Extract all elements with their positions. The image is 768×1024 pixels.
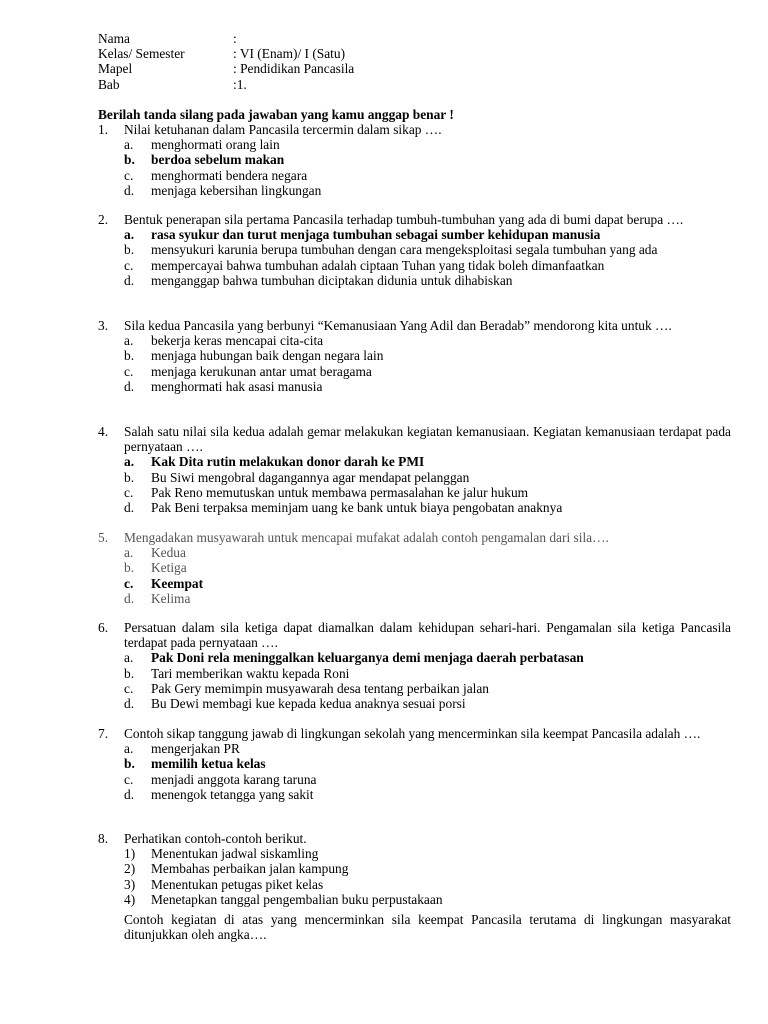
option-c (98, 772, 731, 787)
question-6 (98, 620, 731, 711)
option-letter: b. (124, 152, 135, 168)
question-number: 7. (98, 726, 109, 741)
option-letter: b. (124, 665, 135, 681)
question-5 (98, 530, 731, 606)
option-text: menjaga hubungan baik dengan negara lain (151, 348, 384, 364)
option-letter: d. (124, 272, 135, 288)
option-letter: c. (124, 363, 134, 379)
item-number: 1) (124, 846, 136, 862)
header-label: Bab (98, 76, 120, 92)
option-letter: d. (124, 696, 135, 712)
item-number: 4) (124, 891, 136, 907)
option-c (98, 576, 731, 591)
question-text: Sila kedua Pancasila yang berbunyi “Kemanusiaan Yang Adil dan Beradab” mendorong kita untuk …. (124, 318, 672, 333)
item-text: Menetapkan tanggal pengembalian buku perpustakaan (151, 891, 443, 907)
option-letter: c. (124, 484, 134, 500)
question-text: Mengadakan musyawarah untuk mencapai mufakat adalah contoh pengamalan dari sila…. (124, 530, 609, 545)
header-value: : VI (Enam)/ I (Satu) (233, 46, 346, 62)
question-stem (98, 530, 731, 545)
option-text: Tari memberikan waktu kepada Roni (151, 665, 350, 681)
question-text: Perhatikan contoh-contoh berikut. (124, 831, 307, 846)
question-stem (98, 424, 731, 454)
option-d (98, 273, 731, 288)
option-b (98, 470, 731, 485)
list-item-2 (98, 861, 731, 876)
question-number: 8. (98, 831, 109, 846)
option-text: Pak Beni terpaksa meminjam uang ke bank untuk biaya pengobatan anaknya (151, 500, 563, 516)
question-4 (98, 424, 731, 515)
option-text: mengerjakan PR (151, 741, 240, 757)
option-b (98, 756, 731, 771)
list-item-3 (98, 877, 731, 892)
option-d (98, 787, 731, 802)
option-text: bekerja keras mencapai cita-cita (151, 333, 324, 349)
question-text: Persatuan dalam sila ketiga dapat diamalkan dalam kehidupan sehari-hari. Pengamalan sila ketiga Pancasila terdapat pada pernyataan …. (124, 620, 731, 651)
header-value: : Pendidikan Pancasila (233, 61, 355, 77)
option-b (98, 242, 731, 257)
item-text: Menentukan jadwal siskamling (151, 846, 319, 862)
option-b (98, 666, 731, 681)
question-text: Nilai ketuhanan dalam Pancasila tercermin dalam sikap …. (124, 122, 442, 137)
header-label: Nama (98, 31, 130, 46)
item-number: 2) (124, 861, 136, 877)
option-text: Kelima (151, 590, 191, 606)
header-value: : (233, 31, 237, 46)
option-b (98, 152, 731, 167)
option-letter: c. (124, 575, 134, 591)
option-letter: c. (124, 257, 134, 273)
option-text: menjadi anggota karang taruna (151, 771, 317, 787)
option-text: menghormati hak asasi manusia (151, 378, 323, 394)
option-d (98, 379, 731, 394)
option-c (98, 681, 731, 696)
header-row-nama (98, 31, 354, 46)
item-text: Membahas perbaikan jalan kampung (151, 861, 349, 877)
option-letter: c. (124, 167, 134, 183)
header-label: Kelas/ Semester (98, 46, 185, 62)
option-letter: a. (124, 333, 134, 349)
option-a (98, 227, 731, 242)
question-stem (98, 318, 731, 333)
option-text: menganggap bahwa tumbuhan diciptakan didunia untuk dihabiskan (151, 272, 513, 288)
question-stem (98, 726, 731, 741)
option-text: memilih ketua kelas (151, 756, 266, 772)
question-1 (98, 122, 731, 198)
question-2 (98, 212, 731, 288)
list-item-4 (98, 892, 731, 907)
question-number: 6. (98, 620, 109, 635)
option-letter: b. (124, 756, 135, 772)
header-row-kelas (98, 46, 354, 61)
question-8 (98, 831, 731, 942)
item-text: Menentukan petugas piket kelas (151, 876, 324, 892)
option-c (98, 485, 731, 500)
option-text: menghormati orang lain (151, 137, 280, 153)
header-label: Mapel (98, 61, 133, 77)
option-text: Bu Dewi membagi kue kepada kedua anaknya sesuai porsi (151, 696, 466, 712)
question-stem (98, 212, 731, 227)
option-letter: d. (124, 378, 135, 394)
option-text: Kak Dita rutin melakukan donor darah ke PMI (151, 454, 425, 470)
option-letter: d. (124, 786, 135, 802)
option-b (98, 560, 731, 575)
header-row-bab (98, 77, 354, 92)
option-a (98, 333, 731, 348)
header-info (98, 31, 354, 92)
option-c (98, 258, 731, 273)
option-a (98, 454, 731, 469)
option-a (98, 545, 731, 560)
option-text: menengok tetangga yang sakit (151, 786, 314, 802)
option-d (98, 696, 731, 711)
option-text: Pak Reno memutuskan untuk membawa permasalahan ke jalur hukum (151, 484, 529, 500)
header-value: :1. (233, 76, 247, 92)
question-note: Contoh kegiatan di atas yang mencerminkan sila keempat Pancasila terutama di lingkungan masyarakat ditunjukkan oleh angka…. (124, 912, 731, 943)
option-text: berdoa sebelum makan (151, 152, 285, 168)
question-number: 3. (98, 318, 109, 333)
option-text: Kedua (151, 545, 186, 561)
option-letter: d. (124, 500, 135, 516)
option-text: menghormati bendera negara (151, 167, 308, 183)
option-letter: d. (124, 590, 135, 606)
option-text: mempercayai bahwa tumbuhan adalah ciptaan Tuhan yang tidak boleh dimanfaatkan (151, 257, 605, 273)
question-text: Salah satu nilai sila kedua adalah gemar melakukan kegiatan kemanusiaan. Kegiatan kemanusiaan terdapat pada pernyataan …. (124, 424, 731, 455)
header-row-mapel (98, 61, 354, 76)
question-number: 4. (98, 424, 109, 439)
option-letter: a. (124, 227, 135, 243)
question-stem (98, 620, 731, 650)
option-letter: a. (124, 137, 134, 153)
question-number: 5. (98, 530, 109, 545)
question-7 (98, 726, 731, 802)
option-text: Ketiga (151, 560, 187, 576)
option-c (98, 364, 731, 379)
option-letter: b. (124, 469, 135, 485)
question-stem (98, 831, 731, 846)
option-letter: d. (124, 182, 135, 198)
option-letter: b. (124, 560, 135, 576)
question-stem (98, 122, 731, 137)
option-b (98, 348, 731, 363)
option-text: menjaga kerukunan antar umat beragama (151, 363, 372, 379)
option-text: Bu Siwi mengobral dagangannya agar mendapat pelanggan (151, 469, 470, 485)
option-d (98, 500, 731, 515)
option-letter: b. (124, 242, 135, 258)
option-letter: c. (124, 680, 134, 696)
item-number: 3) (124, 876, 136, 892)
option-text: mensyukuri karunia berupa tumbuhan dengan cara mengeksploitasi segala tumbuhan yang ada (151, 242, 658, 258)
option-c (98, 168, 731, 183)
option-text: rasa syukur dan turut menjaga tumbuhan sebagai sumber kehidupan manusia (151, 227, 601, 243)
question-number: 1. (98, 122, 109, 137)
option-letter: a. (124, 545, 134, 561)
option-a (98, 741, 731, 756)
option-a (98, 650, 731, 665)
option-text: Keempat (151, 575, 204, 591)
option-letter: b. (124, 348, 135, 364)
list-item-1 (98, 846, 731, 861)
question-text: Bentuk penerapan sila pertama Pancasila terhadap tumbuh-tumbuhan yang ada di bumi dapat berupa …. (124, 212, 684, 227)
option-a (98, 137, 731, 152)
option-d (98, 591, 731, 606)
question-number: 2. (98, 212, 109, 227)
option-letter: a. (124, 454, 135, 470)
option-text: menjaga kebersihan lingkungan (151, 182, 322, 198)
option-text: Pak Doni rela meninggalkan keluarganya demi menjaga daerah perbatasan (151, 650, 584, 666)
question-3 (98, 318, 731, 394)
option-letter: a. (124, 650, 134, 666)
option-letter: a. (124, 741, 134, 757)
option-text: Pak Gery memimpin musyawarah desa tentang perbaikan jalan (151, 680, 490, 696)
option-letter: c. (124, 771, 134, 787)
instruction-text: Berilah tanda silang pada jawaban yang kamu anggap benar ! (98, 107, 454, 122)
question-text: Contoh sikap tanggung jawab di lingkungan sekolah yang mencerminkan sila keempat Pancasila adalah …. (124, 726, 701, 741)
option-d (98, 183, 731, 198)
